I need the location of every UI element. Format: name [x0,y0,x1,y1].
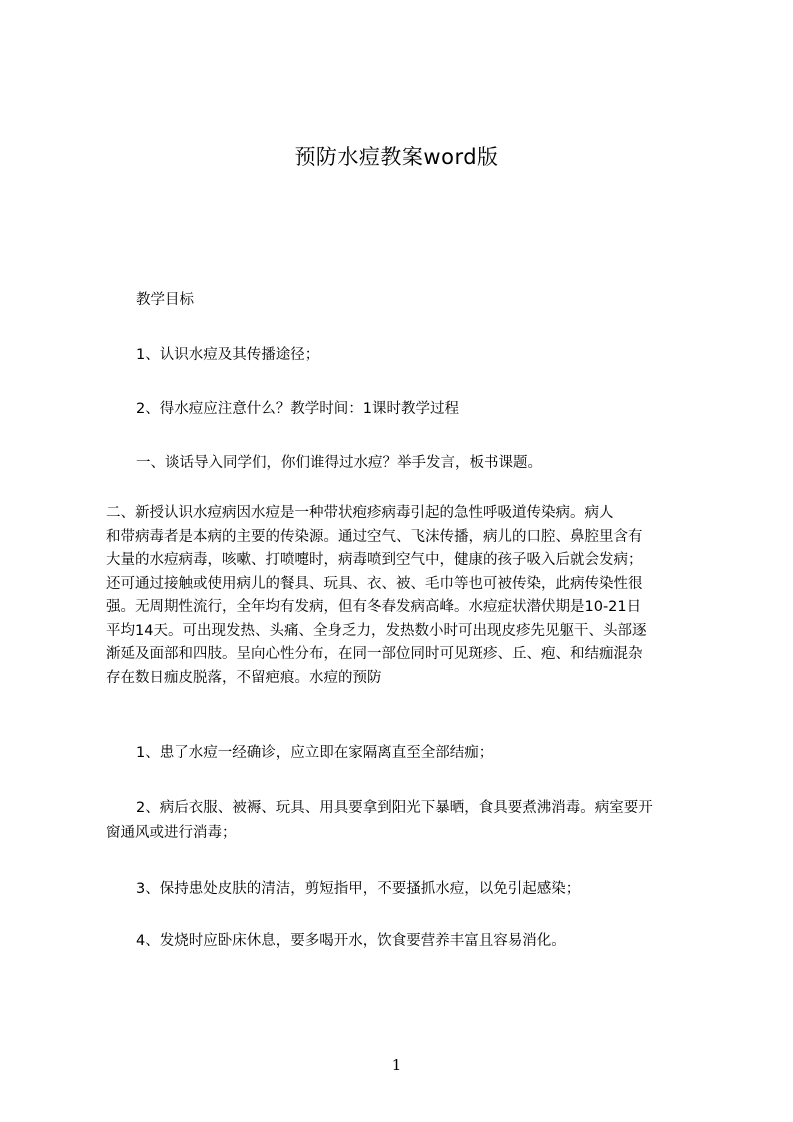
paragraph-line: 存在数日痂皮脱落，不留疤痕。水痘的预防 [106,669,382,686]
prevention-item-2-line-1: 2、病后衣服、被褥、玩具、用具要拿到阳光下暴晒，食具要煮沸消毒。病室要开 [136,800,653,816]
paragraph-line: 强。无周期性流行，全年均有发病，但有冬春发病高峰。水痘症状潜伏期是10-21日 [106,599,642,615]
section-1-intro: 一、谈话导入同学们，你们谁得过水痘？举手发言，板书课题。 [136,455,542,471]
paragraph-line: 大量的水痘病毒，咳嗽、打喷嚏时，病毒喷到空气中，健康的孩子吸入后就会发病； [106,552,643,568]
paragraph-line: 和带病毒者是本病的主要的传染源。通过空气、飞沫传播，病儿的口腔、鼻腔里含有 [106,528,643,545]
objective-1: 1、认识水痘及其传播途径； [136,347,320,363]
prevention-item-3: 3、保持患处皮肤的清洁，剪短指甲，不要搔抓水痘，以免引起感染； [136,881,581,897]
paragraph-line: 还可通过接触或使用病儿的餐具、玩具、衣、被、毛巾等也可被传染，此病传染性很 [106,575,643,592]
document-title: 预防水痘教案word版 [294,145,499,169]
objectives-heading: 教学目标 [136,292,194,308]
paragraph-line: 渐延及面部和四肢。呈向心性分布，在同一部位同时可见斑疹、丘、疱、和结痂混杂 [106,646,643,662]
section-2-paragraph [106,502,696,690]
prevention-item-4: 4、发烧时应卧床休息，要多喝开水，饮食要营养丰富且容易消化。 [136,933,566,949]
prevention-item-1: 1、患了水痘一经确诊，应立即在家隔离直至全部结痂； [136,745,494,761]
paragraph-line: 平均14天。可出现发热、头痛、全身乏力，发热数小时可出现皮疹先见躯干、头部逐 [106,622,647,639]
paragraph-line: 二、新授认识水痘病因水痘是一种带状疱疹病毒引起的急性呼吸道传染病。病人 [106,505,614,521]
objective-2: 2、得水痘应注意什么？教学时间：1课时教学过程 [136,401,459,417]
page-number: 1 [391,1056,402,1074]
prevention-item-2-line-2: 窗通风或进行消毒； [106,825,237,841]
